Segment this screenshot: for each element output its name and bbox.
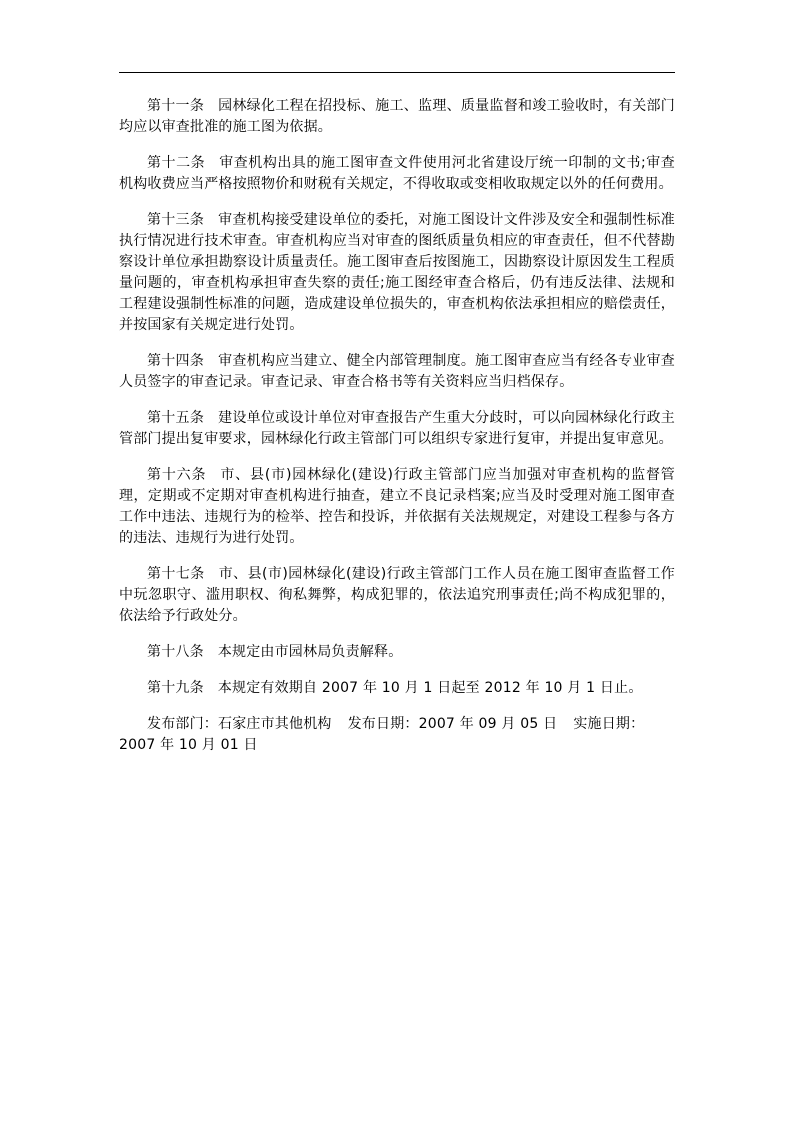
article-number: 第十八条: [147, 644, 204, 660]
article-number: 第十四条: [147, 353, 205, 369]
article-15: [119, 408, 675, 450]
article-number: 第十一条: [147, 98, 205, 114]
document-body: [119, 96, 675, 756]
article-18: [119, 642, 675, 663]
article-14: [119, 351, 675, 393]
article-number: 第十七条: [147, 566, 205, 582]
article-12: [119, 153, 675, 195]
article-11: [119, 96, 675, 138]
article-text: 建设单位或设计单位对审查报告产生重大分歧时，可以向园林绿化行政主管部门提出复审要求，园林绿化行政主管部门可以组织专家进行复审，并提出复审意见。: [119, 410, 675, 447]
publication-info: [119, 714, 675, 756]
article-text: 审查机构接受建设单位的委托，对施工图设计文件涉及安全和强制性标准执行情况进行技术审查。审查机构应当对审查的图纸质量负相应的审查责任，但不代替勘察设计单位承担勘察设计质量责任。施工图审查后按图施工，因勘察设计原因发生工程质量问题的，审查机构承担审查失察的责任;施工图经审查合格后，仍有违反法律、法规和工程建设强制性标准的问题，造成建设单位损失的，审查机构依法承担相应的赔偿责任，并按国家有关规定进行处罚。: [119, 212, 675, 333]
article-number: 第十三条: [147, 212, 205, 228]
article-text: 市、县(市)园林绿化(建设)行政主管部门应当加强对审查机构的监督管理，定期或不定期对审查机构进行抽查，建立不良记录档案;应当及时受理对施工图审查工作中违法、违规行为的检举、控告和投诉，并依据有关法规规定，对建设工程参与各方的违法、违规行为进行处罚。: [119, 467, 675, 546]
article-text: 本规定由市园林局负责解释。: [217, 644, 403, 660]
article-13: [119, 210, 675, 336]
issuer: 发布部门：石家庄市其他机构: [147, 716, 332, 732]
article-text: 市、县(市)园林绿化(建设)行政主管部门工作人员在施工图审查监督工作中玩忽职守、滥用职权、徇私舞弊，构成犯罪的，依法追究刑事责任;尚不构成犯罪的，依法给予行政处分。: [119, 566, 675, 624]
issue-date: 发布日期：2007 年 09 月 05 日: [347, 716, 558, 732]
article-number: 第十二条: [147, 155, 206, 171]
header-rule: [119, 72, 675, 73]
article-number: 第十五条: [147, 410, 205, 426]
article-number: 第十六条: [147, 467, 207, 483]
article-text: 审查机构应当建立、健全内部管理制度。施工图审查应当有经各专业审查人员签字的审查记录。审查记录、审查合格书等有关资料应当归档保存。: [119, 353, 675, 390]
effective-date: 实施日期：2007 年 10 月 01 日: [119, 716, 645, 753]
article-19: [119, 678, 675, 699]
article-number: 第十九条: [147, 680, 204, 696]
article-text: 本规定有效期自 2007 年 10 月 1 日起至 2012 年 10 月 1 日止。: [217, 680, 643, 696]
article-17: [119, 564, 675, 627]
article-16: [119, 465, 675, 549]
article-text: 园林绿化工程在招投标、施工、监理、质量监督和竣工验收时，有关部门均应以审查批准的施工图为依据。: [119, 98, 675, 135]
article-text: 审查机构出具的施工图审查文件使用河北省建设厅统一印制的文书;审查机构收费应当严格按照物价和财税有关规定，不得收取或变相收取规定以外的任何费用。: [119, 155, 675, 192]
